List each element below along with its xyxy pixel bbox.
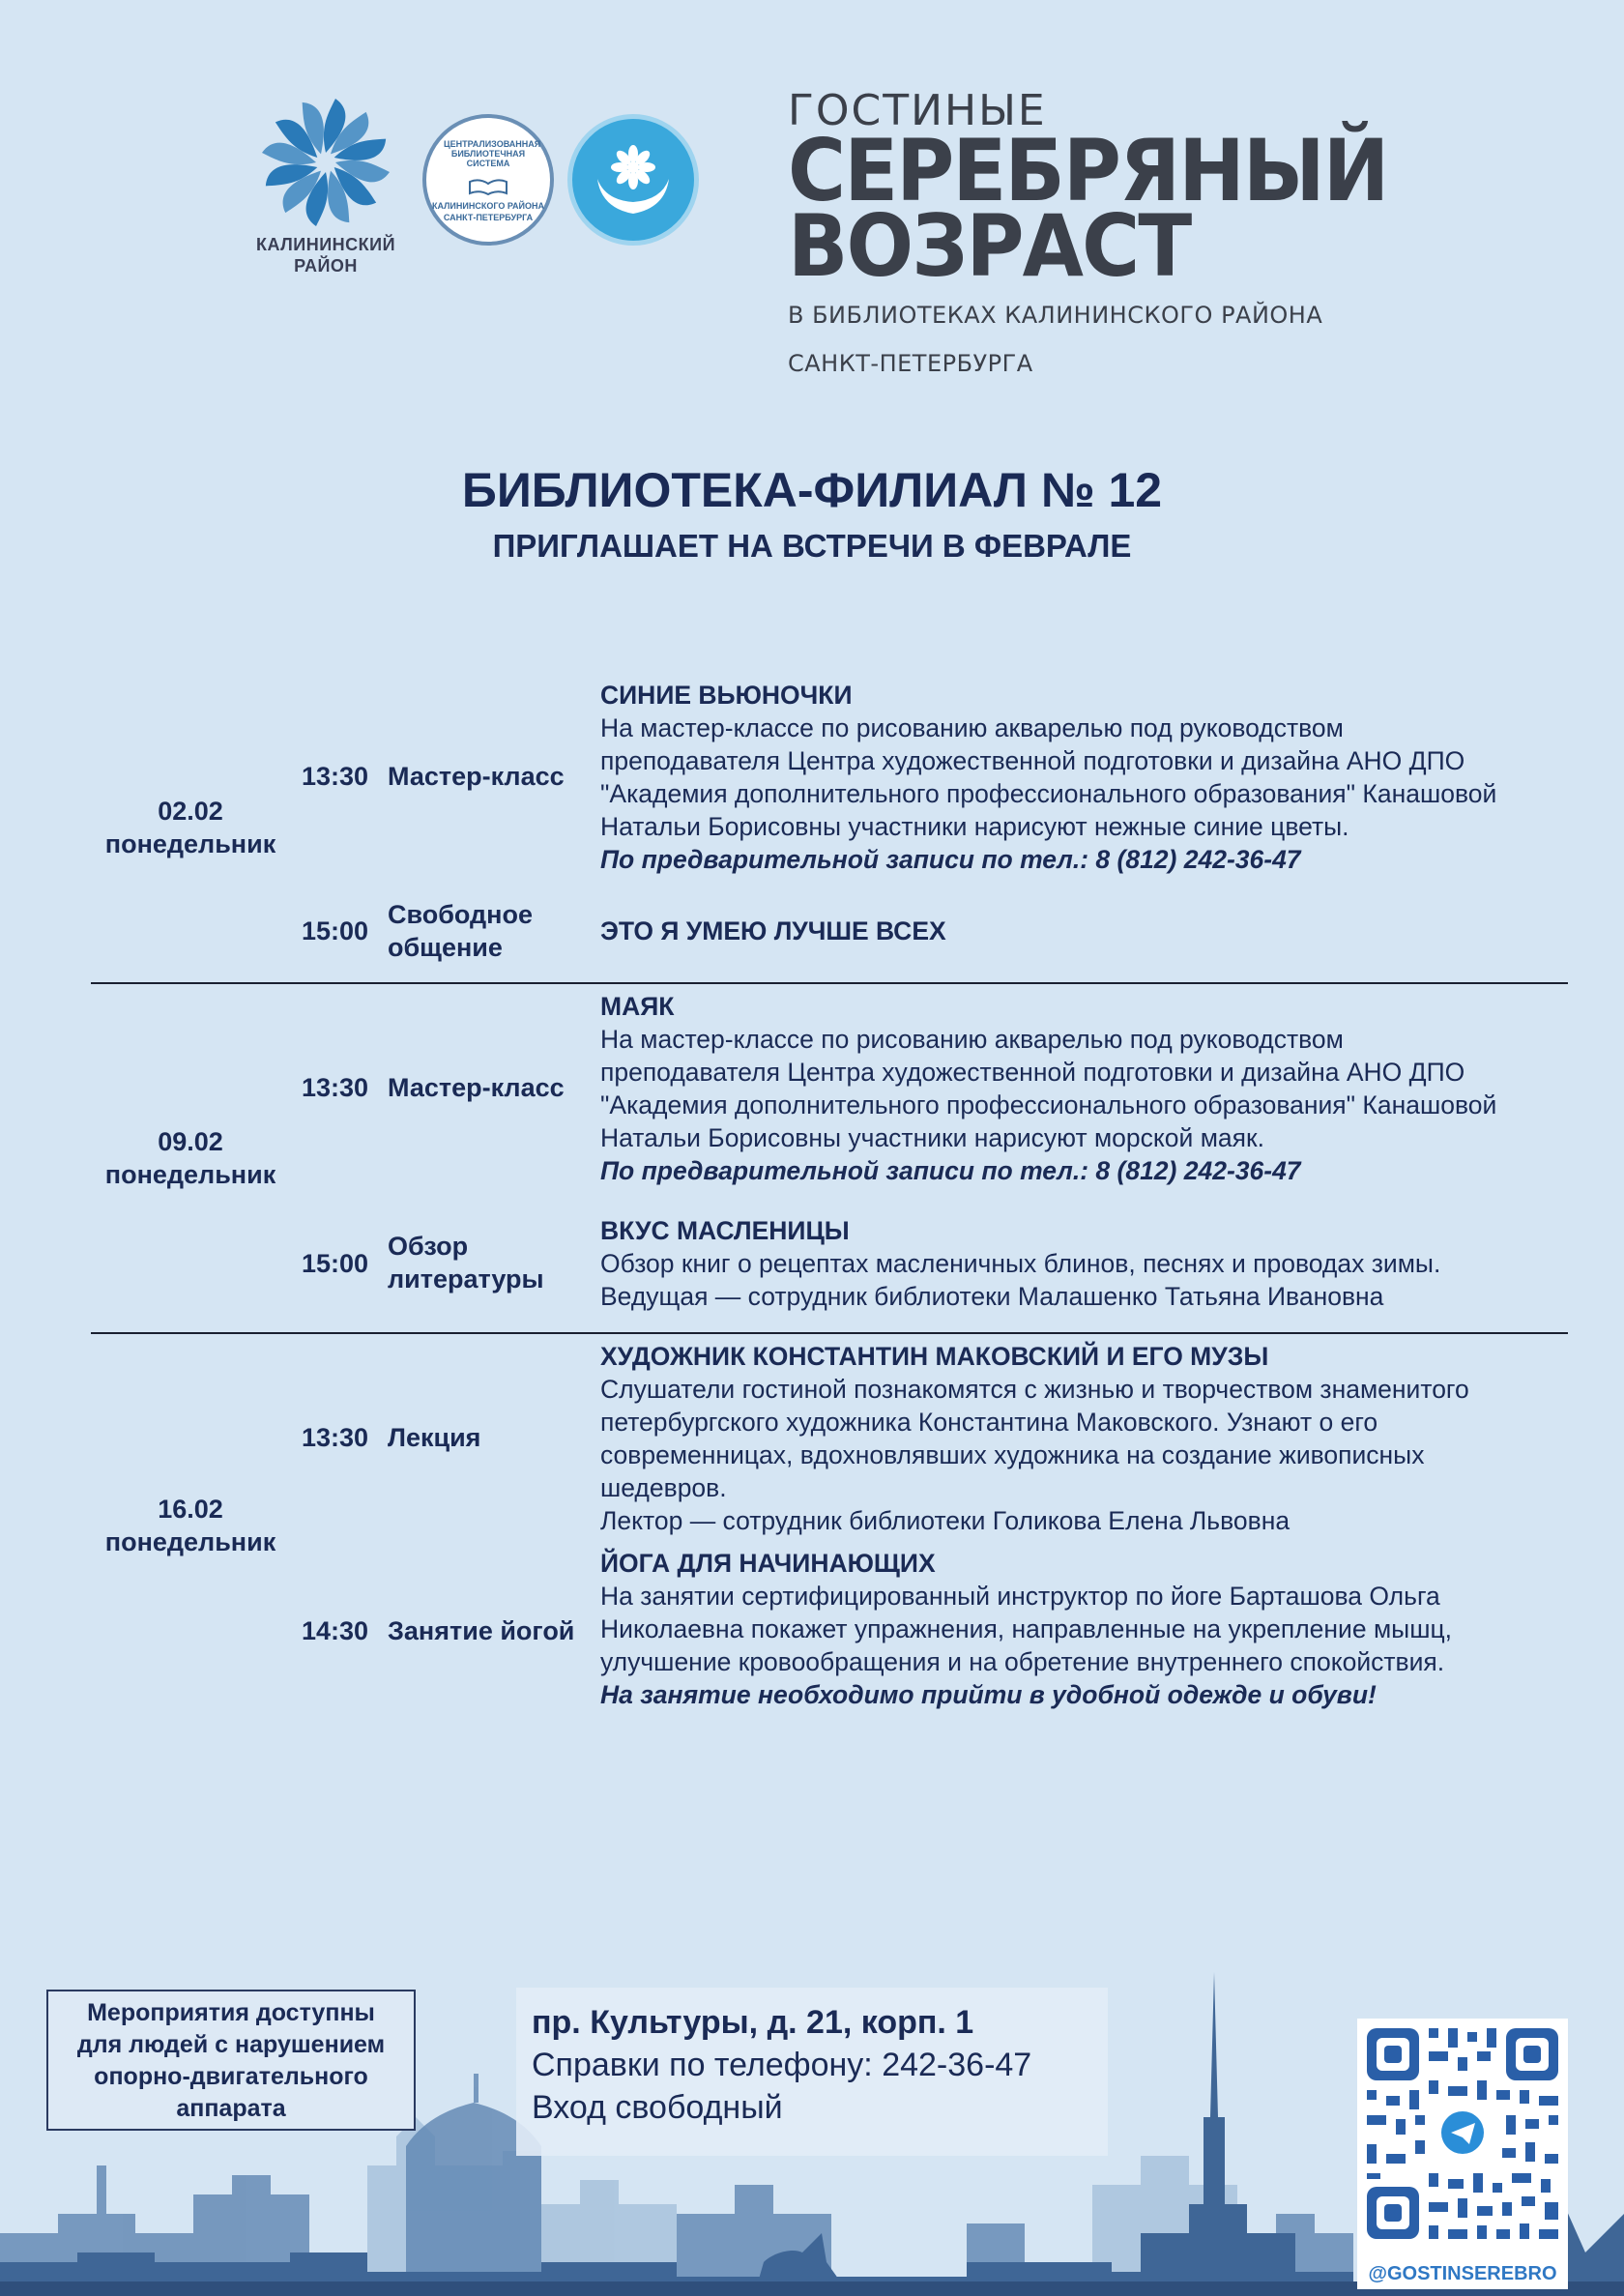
day-weekday: понедельник xyxy=(104,1160,276,1189)
accessibility-line: для людей с нарушением xyxy=(76,2031,386,2058)
accessibility-line: Мероприятия доступны xyxy=(87,1999,375,2026)
event-kind-line: литературы xyxy=(388,1264,544,1293)
logo-cbs-top: ЦЕНТРАЛИЗОВАННАЯ БИБЛИОТЕЧНАЯ СИСТЕМА xyxy=(444,139,541,168)
event-text-line: Обзор книг о рецептах масленичных блинов, песнях и проводах зимы. xyxy=(600,1249,1441,1278)
event-text-line: Слушатели гостиной познакомятся с жизнью и творчеством знаменитого xyxy=(600,1375,1469,1404)
qr-code-icon[interactable] xyxy=(1357,2019,1568,2251)
library-system-logo xyxy=(422,114,554,246)
event-text-line: петербургского художника Константина Маковского. Узнают о его xyxy=(600,1408,1378,1437)
event-kind-line: Обзор xyxy=(388,1232,469,1261)
day-date: 09.02 xyxy=(158,1127,223,1156)
event-note: По предварительной записи по тел.: 8 (812) 242-36-47 xyxy=(600,845,1301,874)
event-text-line: современницах, вдохновлявших художника на создание живописных xyxy=(600,1440,1425,1469)
brand-line-gostinye: ГОСТИНЫЕ xyxy=(788,86,1047,135)
event-time: 13:30 xyxy=(302,1073,369,1102)
event-kind-line: Лекция xyxy=(388,1423,481,1452)
event-title: ЙОГА ДЛЯ НАЧИНАЮЩИХ xyxy=(600,1549,936,1578)
brand-block xyxy=(788,86,1388,377)
event-title: ХУДОЖНИК КОНСТАНТИН МАКОВСКИЙ И ЕГО МУЗЫ xyxy=(600,1342,1269,1371)
kalininsky-district-logo xyxy=(253,95,398,276)
event-kind xyxy=(388,1071,591,1104)
brand-line-silver: СЕРЕБРЯНЫЙ xyxy=(788,121,1388,220)
event-text-line: "Академия дополнительного профессионального образования" Канашовой xyxy=(600,1090,1497,1119)
footer xyxy=(0,1972,1624,2296)
event-time: 15:00 xyxy=(302,916,369,945)
event-text-line: Натальи Борисовны участники нарисуют нежные синие цветы. xyxy=(600,812,1349,841)
day-divider xyxy=(91,982,1568,984)
event-description xyxy=(600,679,1567,876)
event-title: СИНИЕ ВЬЮНОЧКИ xyxy=(600,681,853,710)
logo-cbs-bottom2: САНКТ-ПЕТЕРБУРГА xyxy=(443,213,534,222)
event-text-line: На мастер-классе по рисованию акварелью под руководством xyxy=(600,713,1344,742)
event-kind-line: Мастер-класс xyxy=(388,1073,565,1102)
entry-text: Вход свободный xyxy=(532,2089,783,2126)
event-text-line: улучшение кровообращения и на обретение внутреннего спокойствия. xyxy=(600,1647,1445,1676)
logo-kal-line1: КАЛИНИНСКИЙ xyxy=(255,235,396,254)
event-description xyxy=(600,990,1567,1187)
event-text-line: Ведущая — сотрудник библиотеки Малашенко Татьяна Ивановна xyxy=(600,1282,1384,1311)
day-weekday: понедельник xyxy=(104,829,276,858)
logo-cbs-bottom1: КАЛИНИНСКОГО РАЙОНА xyxy=(431,201,544,211)
event-text-line: Лектор — сотрудник библиотеки Голикова Елена Львовна xyxy=(600,1506,1290,1535)
day-date: 16.02 xyxy=(158,1495,223,1524)
day-1-date xyxy=(91,795,290,860)
accessibility-line: опорно-двигательного xyxy=(94,2063,368,2090)
swirl-emblem-icon xyxy=(258,95,393,230)
social-center-logo xyxy=(567,114,699,246)
brand-line-city: САНКТ-ПЕТЕРБУРГА xyxy=(788,350,1033,377)
event-kind xyxy=(388,1230,591,1295)
event-kind-line: общение xyxy=(388,933,503,962)
event-text-line: преподавателя Центра художественной подготовки и дизайна АНО ДПО xyxy=(600,746,1465,775)
logo-kal-line2: РАЙОН xyxy=(294,256,358,276)
event-title: МАЯК xyxy=(600,992,675,1021)
page-subtitle: ПРИГЛАШАЕТ НА ВСТРЕЧИ В ФЕВРАЛЕ xyxy=(492,528,1132,564)
day-weekday: понедельник xyxy=(104,1527,276,1556)
day-divider xyxy=(91,1332,1568,1334)
contact-block xyxy=(516,1988,1108,2156)
event-text-line: шедевров. xyxy=(600,1473,727,1502)
accessibility-line: аппарата xyxy=(176,2095,286,2122)
event-kind xyxy=(388,1421,591,1454)
day-3-date xyxy=(91,1493,290,1558)
open-book-icon xyxy=(468,178,508,195)
page-title: БИБЛИОТЕКА-ФИЛИАЛ № 12 xyxy=(461,463,1163,517)
day-date: 02.02 xyxy=(158,797,223,826)
event-text-line: преподавателя Центра художественной подготовки и дизайна АНО ДПО xyxy=(600,1058,1465,1087)
event-time: 14:30 xyxy=(302,1616,369,1645)
event-text-line: Натальи Борисовны участники нарисуют морской маяк. xyxy=(600,1123,1264,1152)
event-time: 15:00 xyxy=(302,1249,369,1278)
qr-code-block[interactable] xyxy=(1357,2019,1568,2289)
event-title: ЭТО Я УМЕЮ ЛУЧШЕ ВСЕХ xyxy=(600,916,946,945)
address-text: пр. Культуры, д. 21, корп. 1 xyxy=(532,2004,974,2041)
partner-logos xyxy=(253,95,708,288)
telegram-handle[interactable]: @GOSTINSEREBRO xyxy=(1368,2263,1557,2284)
event-text-line: "Академия дополнительного профессионального образования" Канашовой xyxy=(600,779,1497,808)
event-time: 13:30 xyxy=(302,1423,369,1452)
event-title: ВКУС МАСЛЕНИЦЫ xyxy=(600,1216,850,1245)
event-description xyxy=(600,1547,1567,1711)
event-kind-line: Занятие йогой xyxy=(388,1616,575,1645)
event-kind xyxy=(388,760,591,793)
event-kind xyxy=(388,1614,591,1647)
hands-flower-icon xyxy=(572,119,694,241)
event-description xyxy=(600,1214,1567,1313)
event-kind-line: Мастер-класс xyxy=(388,762,565,791)
event-note: По предварительной записи по тел.: 8 (812) 242-36-47 xyxy=(600,1156,1301,1185)
event-time: 13:30 xyxy=(302,762,369,791)
brand-line-age: ВОЗРАСТ xyxy=(788,196,1191,296)
event-text-line: На мастер-классе по рисованию акварелью под руководством xyxy=(600,1025,1344,1054)
event-description xyxy=(600,915,1567,947)
event-kind xyxy=(388,898,591,964)
day-2-date xyxy=(91,1125,290,1191)
event-description xyxy=(600,1340,1567,1537)
brand-line-libraries: В БИБЛИОТЕКАХ КАЛИНИНСКОГО РАЙОНА xyxy=(788,302,1323,329)
event-text-line: Николаевна покажет упражнения, направленные на укрепление мышц, xyxy=(600,1614,1453,1643)
phone-text: Справки по телефону: 242-36-47 xyxy=(532,2047,1032,2083)
event-note: На занятие необходимо прийти в удобной одежде и обуви! xyxy=(600,1680,1377,1709)
event-text-line: На занятии сертифицированный инструктор по йоге Барташова Ольга xyxy=(600,1582,1440,1611)
event-kind-line: Свободное xyxy=(388,900,534,929)
accessibility-notice xyxy=(46,1990,416,2131)
